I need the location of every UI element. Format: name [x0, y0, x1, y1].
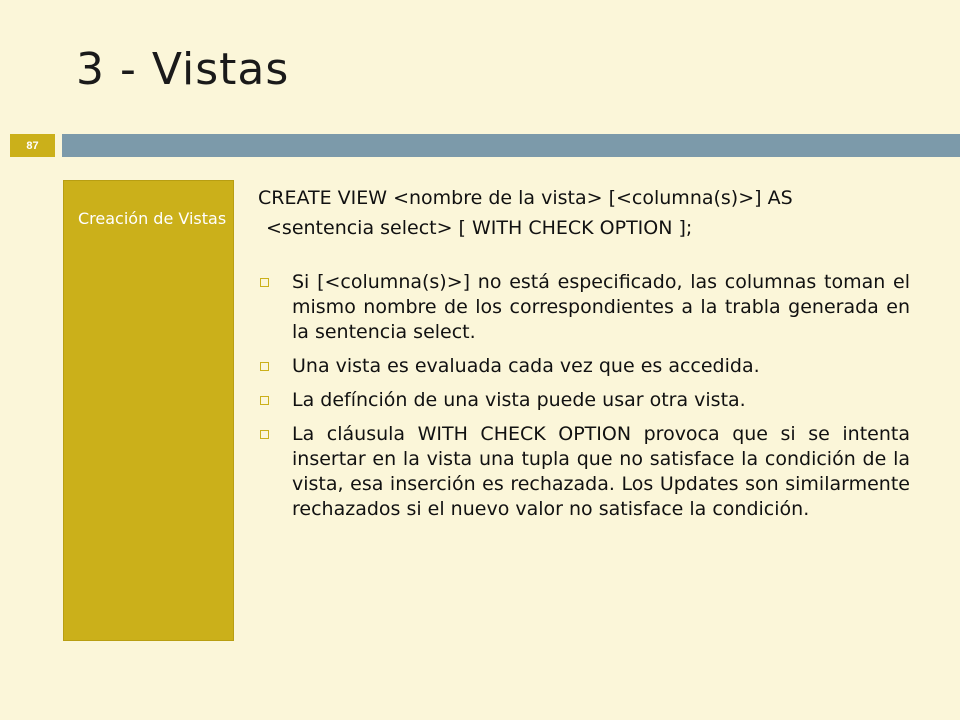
list-item — [258, 388, 910, 413]
list-item — [258, 270, 910, 345]
slide-content — [258, 186, 910, 531]
list-item — [258, 422, 910, 522]
syntax-line-1: CREATE VIEW <nombre de la vista> [<columna(s)>] AS — [258, 187, 793, 209]
square-bullet-icon — [260, 396, 269, 405]
slide-title: 3 - Vistas — [76, 44, 290, 95]
sidebar-panel — [63, 180, 234, 641]
list-item-text: La defínción de una vista puede usar otra vista. — [292, 389, 746, 411]
list-item-text: La cláusula WITH CHECK OPTION provoca que si se intenta insertar en la vista una tupla que no satisface la condición de la vista, esa inserción es rechazada. Los Updates son similarmente rechazados si el nuevo valor no satisface la condición. — [292, 423, 910, 520]
sidebar-label: Creación de Vistas — [78, 209, 227, 228]
list-item-text: Una vista es evaluada cada vez que es accedida. — [292, 355, 760, 377]
square-bullet-icon — [260, 362, 269, 371]
bullet-list — [258, 270, 910, 522]
slide-number-badge: 87 — [10, 134, 55, 157]
square-bullet-icon — [260, 278, 269, 287]
square-bullet-icon — [260, 430, 269, 439]
syntax-line-2: <sentencia select> [ WITH CHECK OPTION ]; — [266, 217, 693, 239]
list-item — [258, 354, 910, 379]
header-bar — [62, 134, 960, 157]
list-item-text: Si [<columna(s)>] no está especificado, las columnas toman el mismo nombre de los correspondientes a la trabla generada en la sentencia select. — [292, 271, 910, 343]
